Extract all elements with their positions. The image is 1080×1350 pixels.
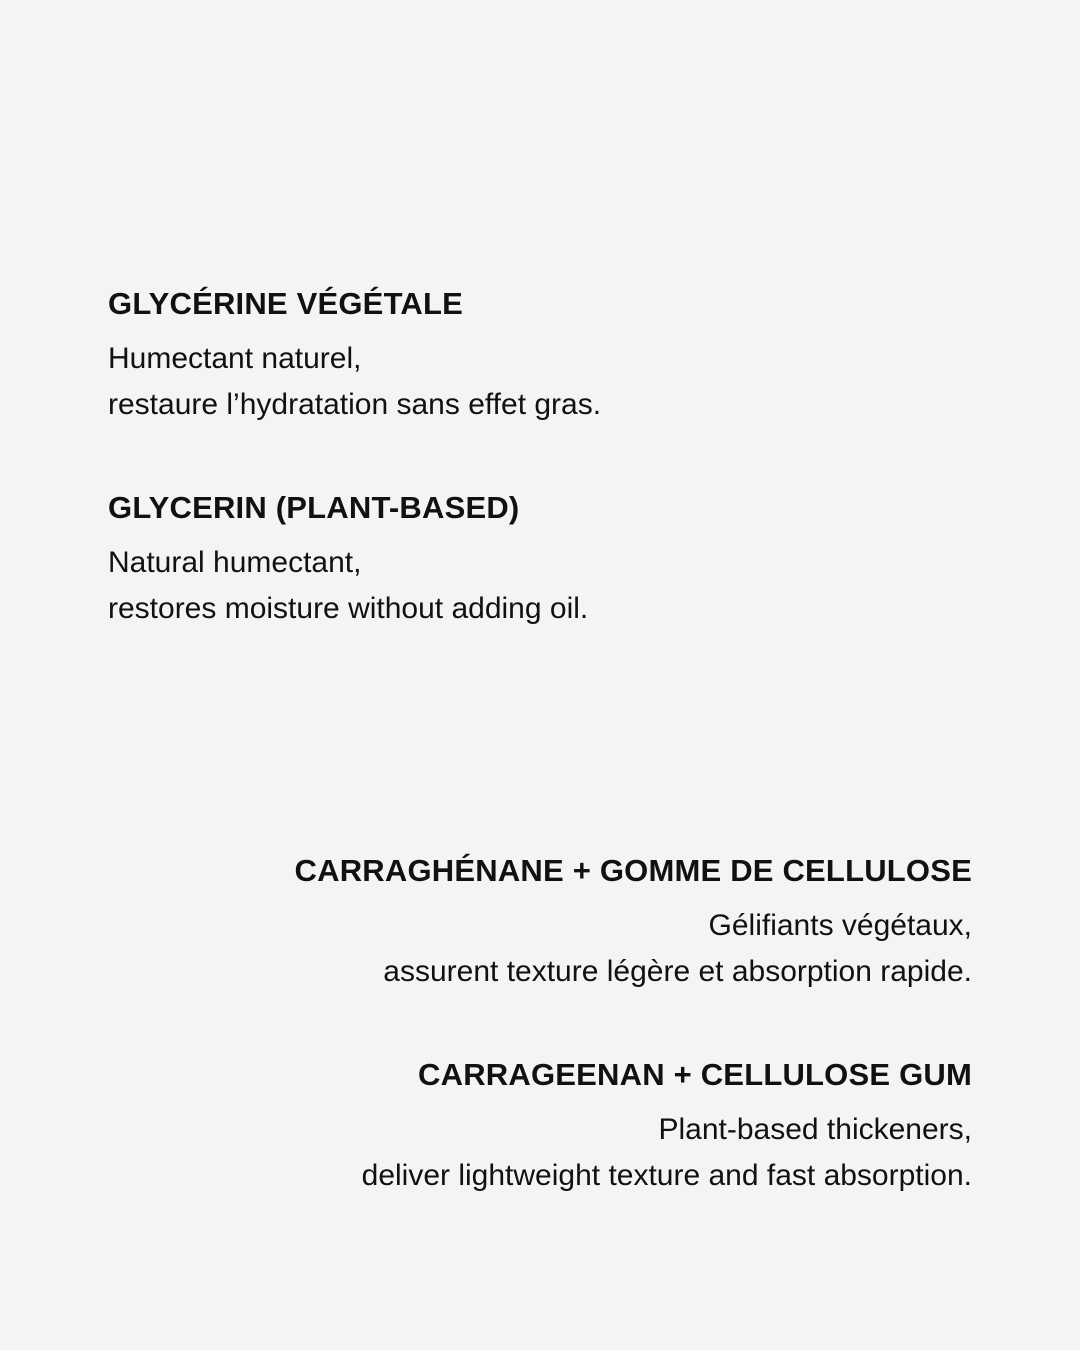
ingredient-title: CARRAGHÉNANE + GOMME DE CELLULOSE (294, 853, 972, 888)
ingredient-title: GLYCÉRINE VÉGÉTALE (108, 286, 463, 321)
description-line: restores moisture without adding oil. (108, 592, 589, 625)
description-line: Humectant naturel, (108, 342, 362, 375)
ingredient-description (108, 336, 988, 428)
ingredient-title: CARRAGEENAN + CELLULOSE GUM (418, 1057, 972, 1092)
ingredient-description (92, 1107, 972, 1199)
description-line: Gélifiants végétaux, (708, 909, 972, 942)
description-line: Plant-based thickeners, (658, 1113, 972, 1146)
ingredient-title: GLYCERIN (PLANT-BASED) (108, 490, 520, 525)
description-line: assurent texture légère et absorption rapide. (383, 955, 972, 988)
description-line: deliver lightweight texture and fast absorption. (361, 1159, 972, 1192)
description-line: restaure l’hydratation sans effet gras. (108, 388, 602, 421)
ingredient-block-glycerine-fr (108, 284, 988, 428)
ingredient-description (92, 903, 972, 995)
ingredient-description (108, 540, 988, 632)
description-line: Natural humectant, (108, 546, 362, 579)
ingredient-block-carrageenan-en (92, 1055, 972, 1199)
ingredient-block-carraghenane-fr (92, 851, 972, 995)
ingredient-block-glycerin-en (108, 488, 988, 632)
